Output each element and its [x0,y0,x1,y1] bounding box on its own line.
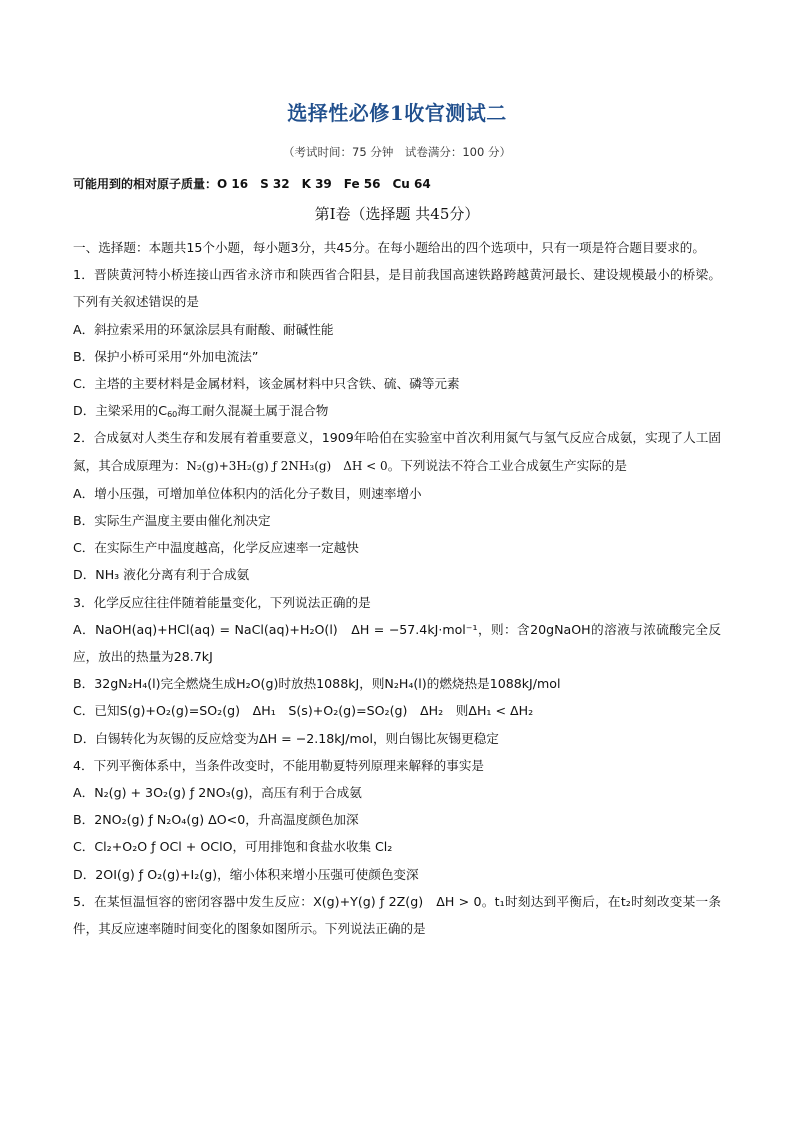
atomic-masses: 可能用到的相对原子质量：O 16 S 32 K 39 Fe 56 Cu 64 [73,177,431,191]
q3-option-d: D．白锡转化为灰锡的反应焓变为ΔH = −2.18kJ/mol，则白锡比灰锡更稳定 [73,730,499,746]
q4-option-c: C．Cl₂+O₂O ƒ OCl + OClO，可用排饱和食盐水收集 Cl₂ [73,839,393,855]
q4-option-a: A．N₂(g) + 3O₂(g) ƒ 2NO₃(g)，高压有利于合成氨 [73,785,362,801]
q2-equation: N₂(g)+3H₂(g) ƒ 2NH₃(g) ΔH < 0 [186,458,388,473]
q3-option-b: B．32gN₂H₄(l)完全燃烧生成H₂O(g)时放热1088kJ，则N₂H₄(l)的燃烧热是1088kJ/mol [73,676,561,692]
q1-option-b: B．保护小桥可采用“外加电流法” [73,348,259,364]
q4-stem: 4．下列平衡体系中，当条件改变时，不能用勒夏特列原理来解释的事实是 [73,757,485,773]
q4-option-d: D．2OI(g) ƒ O₂(g)+I₂(g)，缩小体积来增小压强可使颜色变深 [73,866,419,882]
q2-option-d: D．NH₃ 液化分离有利于合成氨 [73,567,250,583]
q2-option-a: A．增小压强，可增加单位体积内的活化分子数目，则速率增小 [73,485,422,501]
q1-stem: 1．晋陕黄河特小桥连接山西省永济市和陕西省合阳县，是目前我国高速铁路跨越黄河最长、建设规模最小的桥梁。下列有关叙述错误的是 [73,267,721,310]
q2-option-b: B．实际生产温度主要由催化剂决定 [73,513,271,529]
exam-title: 选择性必修1收官测试二 [287,101,507,125]
q1-option-d [73,397,721,424]
q3-option-c: C．已知S(g)+O₂(g)=SO₂(g) ΔH₁ S(s)+O₂(g)=SO₂(g) ΔH₂ 则ΔH₁ < ΔH₂ [73,703,534,719]
exam-body [73,234,721,942]
q1-option-d-sub: 60 [167,410,178,420]
section-header: 第Ⅰ卷（选择题 共45分） [314,205,480,223]
instructions: 一、选择题：本题共15个小题，每小题3分，共45分。在每小题给出的四个选项中，只有一项是符合题目要求的。 [73,240,705,255]
q1-option-d-post: 海工耐久混凝土属于混合物 [177,403,329,419]
q1-option-a: A．斜拉索采用的环氯涂层具有耐酸、耐碱性能 [73,321,334,337]
q2-option-c: C．在实际生产中温度越高，化学反应速率一定越快 [73,540,359,556]
q3-option-a: A．NaOH(aq)+HCl(aq) = NaCl(aq)+H₂O(l) ΔH = −57.4kJ·mol⁻¹，则：含20gNaOH的溶液与浓硫酸完全反应，放出的热量为28.7kJ [73,621,721,665]
exam-subtitle: （考试时间：75 分钟 试卷满分：100 分） [283,145,511,159]
q2-stem-pre: 2．合成氨对人类生存和发展有着重要意义，1909年哈伯在实验室中首次利用氮气与氢气反应合成氨，实现了人工固氮，其合成原理为： [73,430,721,473]
q2-stem [73,424,721,479]
q1-option-d-pre: D．主梁采用的C [73,403,168,419]
q1-option-c: C．主塔的主要材料是金属材料，该金属材料中只含铁、硫、磷等元素 [73,376,460,392]
q2-stem-post: 。下列说法不符合工业合成氨生产实际的是 [387,457,627,473]
q5-stem: 5．在某恒温恒容的密闭容器中发生反应：X(g)+Y(g) ƒ 2Z(g) ΔH > 0。t₁时刻达到平衡后，在t₂时刻改变某一条件，其反应速率随时间变化的图象如图所示。下列说法正确的是 [73,893,721,937]
q3-stem: 3．化学反应往往伴随着能量变化，下列说法正确的是 [73,594,371,610]
q4-option-b: B．2NO₂(g) ƒ N₂O₄(g) ΔO<0，升高温度颜色加深 [73,812,359,828]
